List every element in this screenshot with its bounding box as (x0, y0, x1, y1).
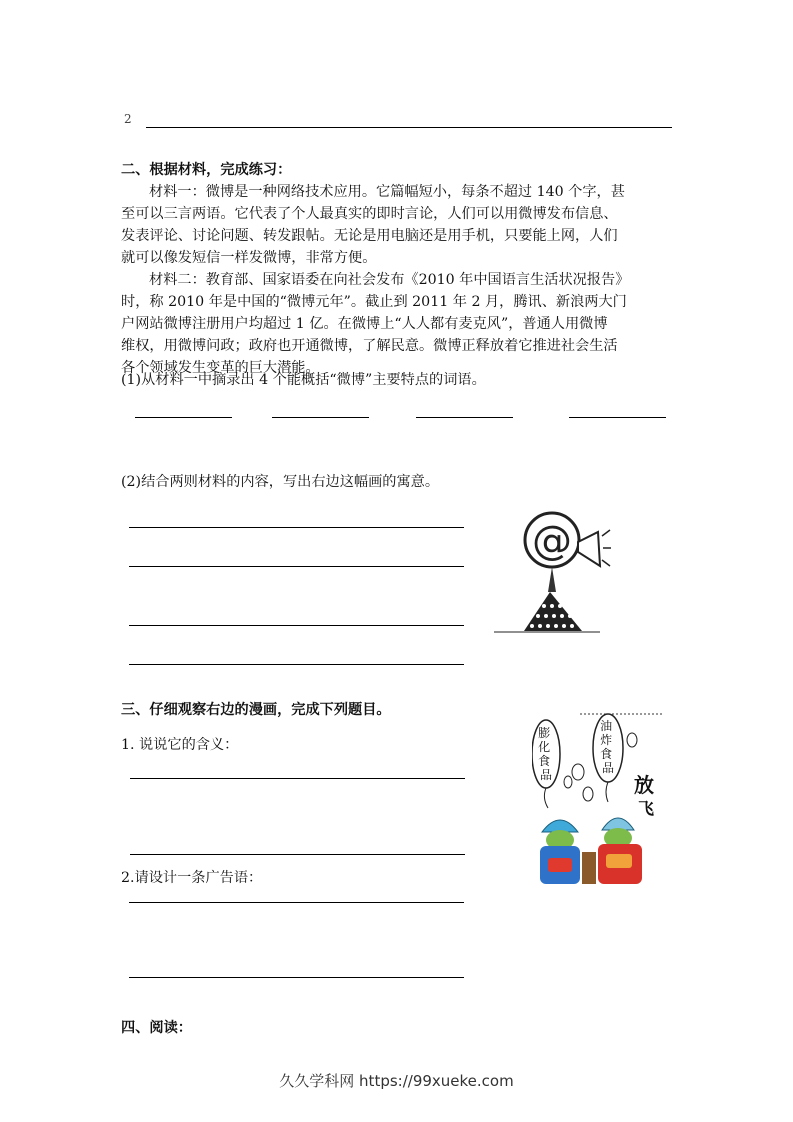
material1-line-4: 就可以像发短信一样发微博，非常方便。 (121, 250, 377, 266)
section2-heading: 二、根据材料，完成练习： (121, 162, 292, 178)
page-number: 2 (124, 112, 132, 126)
material2-line-4: 维权，用微博问政；政府也开通微博，了解民意。微博正释放着它推进社会生活 (121, 338, 618, 354)
svg-text:油 炸 食 品: 油 炸 食 品 (600, 719, 615, 775)
balloon1-char-1: 膨 (538, 726, 551, 740)
answer-blank-4[interactable] (569, 417, 666, 418)
answer-blank-2[interactable] (272, 417, 369, 418)
answer-line-2-1[interactable] (129, 527, 464, 528)
question-2-2: (2)结合两则材料的内容，写出右边这幅画的寓意。 (121, 474, 440, 490)
answer-line-3-1b[interactable] (130, 854, 465, 855)
answer-line-3-2b[interactable] (129, 977, 464, 978)
answer-blank-1[interactable] (135, 417, 232, 418)
at-sign-megaphone-illustration (492, 500, 612, 635)
answer-line-2-2[interactable] (129, 566, 464, 567)
question-3-2: 2.请设计一条广告语： (121, 870, 263, 886)
svg-text:飞: 飞 (637, 799, 655, 818)
footer-watermark: 久久学科网 https://99xueke.com (279, 1072, 514, 1090)
svg-text:@: @ (532, 518, 572, 564)
answer-line-3-2a[interactable] (129, 902, 464, 903)
section3-heading: 三、仔细观察右边的漫画，完成下列题目。 (121, 702, 391, 718)
answer-line-2-3[interactable] (129, 625, 464, 626)
material2-line-2: 时，称 2010 年是中国的“微博元年”。截止到 2011 年 2 月，腾讯、新浪两大门 (121, 294, 627, 310)
material2-line-3: 户网站微博注册用户均超过 1 亿。在微博上“人人都有麦克风”，普通人用微博 (121, 316, 608, 332)
answer-blank-3[interactable] (416, 417, 513, 418)
answer-line-3-1a[interactable] (130, 778, 465, 779)
material2-line-5: 各个领域发生变革的巨大潜能。 (121, 360, 320, 376)
section4-heading: 四、阅读： (121, 1020, 192, 1036)
material1-line-2: 至可以三言两语。它代表了个人最真实的即时言论，人们可以用微博发布信息、 (121, 206, 618, 222)
material2-line-1: 材料二：教育部、国家语委在向社会发布《2010 年中国语言生活状况报告》 (149, 272, 630, 288)
svg-text:膨 化 食 品: 膨 化 食 品 (538, 726, 553, 782)
question-2-1: (1)从材料一中摘录出 4 个能概括“微博”主要特点的词语。 (121, 372, 486, 388)
material1-line-3: 发表评论、讨论问题、转发跟帖。无论是用电脑还是用手机，只要能上网，人们 (121, 228, 618, 244)
question-3-1: 1. 说说它的含义： (121, 737, 239, 753)
answer-line-2-4[interactable] (129, 664, 464, 665)
material1-line-1: 材料一：微博是一种网络技术应用。它篇幅短小，每条不超过 140 个字，甚 (149, 184, 625, 200)
header-rule (146, 127, 672, 128)
balloon-cartoon-illustration (532, 712, 662, 886)
svg-text:放: 放 (634, 773, 654, 797)
